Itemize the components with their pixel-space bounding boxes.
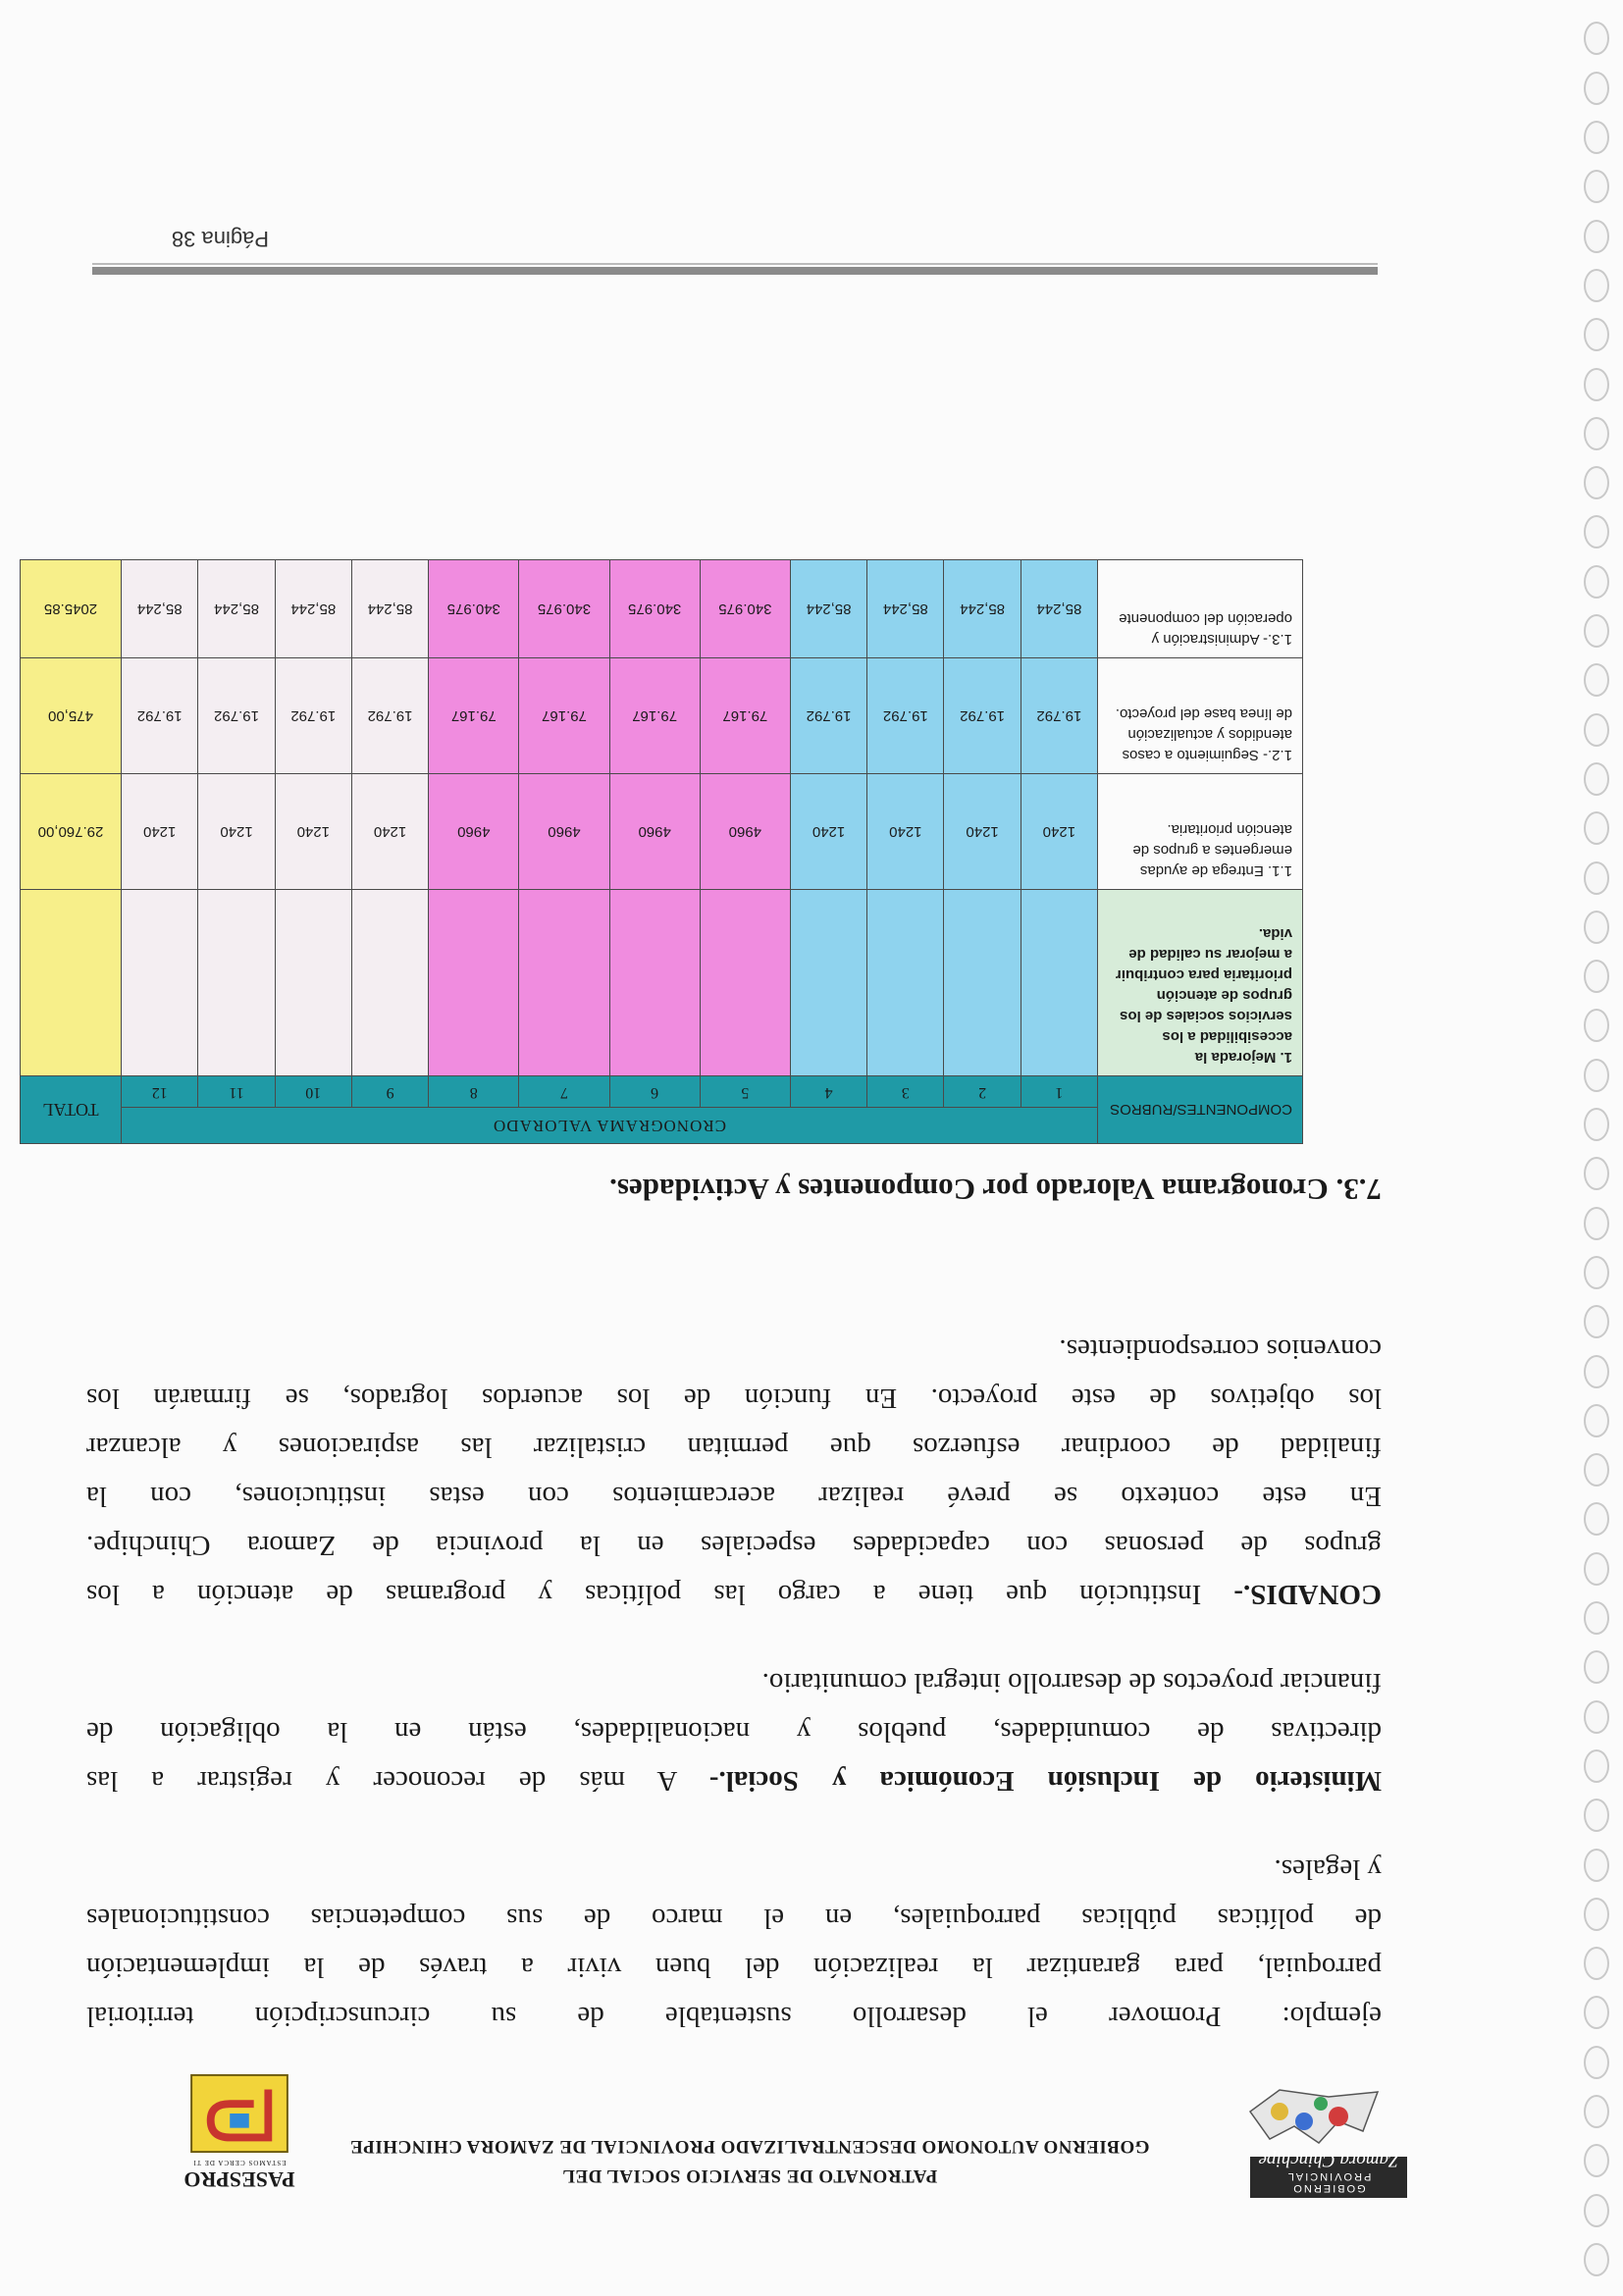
- month-value-cell: 79.167: [519, 658, 609, 774]
- pasespro-name: PASESPRO: [183, 2167, 295, 2192]
- month-value-cell: 19.792: [944, 658, 1021, 774]
- binder-hole: [1584, 72, 1609, 105]
- binder-hole: [1584, 1404, 1609, 1437]
- pasespro-tagline: ESTAMOS CERCA DE TI: [192, 2159, 287, 2166]
- table-row: [21, 658, 1303, 774]
- binder-hole: [1584, 516, 1609, 549]
- paragraph-line: financiar proyectos de desarrollo integral comunitario.: [761, 1667, 1382, 1698]
- binder-hole: [1584, 2046, 1609, 2079]
- binder-hole: [1584, 1503, 1609, 1537]
- total-cell: 29.760,00: [21, 774, 122, 890]
- binder-hole: [1584, 565, 1609, 599]
- binder-hole: [1584, 960, 1609, 993]
- binder-hole: [1584, 2095, 1609, 2128]
- table-row: [21, 560, 1303, 658]
- ministry-heading: Ministerio de Inclusión Económica y Social.-: [708, 1765, 1382, 1797]
- footer-rule: [92, 267, 1378, 275]
- month-value-cell: 85,244: [351, 560, 428, 658]
- footer-rule-thin: [92, 263, 1378, 265]
- month-value-cell: 79.167: [700, 658, 790, 774]
- paragraph-line: los objetivos de este proyecto. En función de los acuerdos logrados, se firmarán los: [86, 1383, 1382, 1414]
- binder-hole: [1584, 1355, 1609, 1388]
- paragraph-parish: [86, 1845, 1382, 2041]
- header-title-line1: PATRONATO DE SERVICIO SOCIAL DEL: [561, 2166, 938, 2186]
- binder-hole: [1584, 1256, 1609, 1289]
- logo-left-line1: GOBIERNO PROVINCIAL: [1285, 2170, 1372, 2194]
- month-value-cell: 85,244: [122, 560, 198, 658]
- month-value-cell: 19.792: [122, 658, 198, 774]
- binder-hole: [1584, 1108, 1609, 1141]
- binder-hole: [1584, 368, 1609, 401]
- month-value-cell: 4960: [519, 774, 609, 890]
- month-value-cell: 1240: [198, 774, 275, 890]
- binder-hole: [1584, 911, 1609, 944]
- component-label: 1.2.- Seguimiento a casos atendidos y actualización de línea base del proyecto.: [1098, 658, 1303, 774]
- binder-hole: [1584, 663, 1609, 697]
- month-value-cell: [944, 890, 1021, 1076]
- paragraph-line: ejemplo: Promover el desarrollo sustentable de su circunscripción territorial: [86, 2001, 1382, 2032]
- total-cell: [21, 890, 122, 1076]
- section-title: 7.3. Cronograma Valorado por Componentes y Actividades.: [609, 1173, 1382, 1207]
- month-value-cell: 85,244: [1021, 560, 1097, 658]
- month-value-cell: 19.792: [1021, 658, 1097, 774]
- month-value-cell: 19.792: [275, 658, 351, 774]
- month-value-cell: [790, 890, 866, 1076]
- table-row: [21, 774, 1303, 890]
- binder-hole: [1584, 614, 1609, 648]
- month-header: 10: [275, 1076, 351, 1108]
- month-value-cell: 340.975: [519, 560, 609, 658]
- month-value-cell: 1240: [1021, 774, 1097, 890]
- month-value-cell: 85,244: [867, 560, 944, 658]
- month-value-cell: 4960: [429, 774, 519, 890]
- schedule-table-wrapper: [20, 559, 1303, 1144]
- binder-hole: [1584, 220, 1609, 253]
- provincial-logo-banner: [1250, 2150, 1407, 2198]
- binder-holes: [1576, 0, 1615, 2296]
- month-value-cell: [609, 890, 700, 1076]
- binder-hole: [1584, 1552, 1609, 1586]
- paragraph-text: Institución que tiene a cargo las políticas y programas de atención a los: [86, 1579, 1234, 1610]
- binder-hole: [1584, 1059, 1609, 1092]
- paragraph-line: [86, 1570, 1382, 1619]
- component-label: 1. Mejorada la accesibilidad a los servicios sociales de los grupos de atención prioritaria para contribuir a mejorar su calidad de vida.: [1098, 890, 1303, 1076]
- month-header: 7: [519, 1076, 609, 1108]
- binder-hole: [1584, 1947, 1609, 1980]
- paragraph-text: A más de reconocer y registrar a las: [86, 1765, 709, 1797]
- month-value-cell: 1240: [944, 774, 1021, 890]
- binder-hole: [1584, 811, 1609, 845]
- month-header: 9: [351, 1076, 428, 1108]
- paragraph-conadis: [86, 1325, 1382, 1619]
- conadis-heading: CONADIS.-: [1233, 1579, 1382, 1610]
- provincial-government-logo: [1221, 2080, 1407, 2198]
- month-value-cell: 19.792: [198, 658, 275, 774]
- month-value-cell: [198, 890, 275, 1076]
- binder-hole: [1584, 1799, 1609, 1832]
- paragraph-line: grupos de personas con capacidades especiales en la provincia de Zamora Chinchipe.: [86, 1530, 1382, 1561]
- month-value-cell: [351, 890, 428, 1076]
- paragraph-ministry: [86, 1658, 1382, 1805]
- header-crono: CRONOGRAMA VALORADO: [122, 1108, 1098, 1144]
- month-header: 8: [429, 1076, 519, 1108]
- binder-hole: [1584, 1749, 1609, 1783]
- month-value-cell: 1240: [867, 774, 944, 890]
- binder-hole: [1584, 1650, 1609, 1684]
- binder-hole: [1584, 713, 1609, 747]
- binder-hole: [1584, 1207, 1609, 1240]
- page-number: Página 38: [171, 227, 269, 251]
- binder-hole: [1584, 1010, 1609, 1043]
- paragraph-line: finalidad de coordinar esfuerzos que permitan cristalizar las aspiraciones y alcanzar: [86, 1432, 1382, 1463]
- header-components: COMPONENTES/RUBROS: [1098, 1076, 1303, 1144]
- pasespro-emblem-icon: [181, 2070, 298, 2157]
- month-value-cell: 1240: [122, 774, 198, 890]
- header-title: [308, 2131, 1191, 2190]
- binder-hole: [1584, 1305, 1609, 1338]
- binder-hole: [1584, 2243, 1609, 2276]
- component-label: 1.1. Entrega de ayudas emergentes a grupos de atención prioritaria.: [1098, 774, 1303, 890]
- binder-hole: [1584, 2194, 1609, 2227]
- month-value-cell: 1240: [351, 774, 428, 890]
- month-value-cell: 4960: [700, 774, 790, 890]
- paragraph-line: En este contexto se prevé realizar acercamientos con estas instituciones, con la: [86, 1481, 1382, 1512]
- binder-hole: [1584, 121, 1609, 154]
- paragraph-line: y legales.: [1274, 1853, 1382, 1885]
- month-header: 3: [867, 1076, 944, 1108]
- month-value-cell: 19.792: [351, 658, 428, 774]
- table-row: [21, 890, 1303, 1076]
- paragraph-line: [86, 1756, 1382, 1805]
- month-value-cell: 1240: [790, 774, 866, 890]
- binder-hole: [1584, 2144, 1609, 2177]
- binder-hole: [1584, 269, 1609, 302]
- binder-hole: [1584, 762, 1609, 796]
- paragraph-line: convenios correspondientes.: [1059, 1333, 1382, 1365]
- month-value-cell: 19.792: [790, 658, 866, 774]
- binder-hole: [1584, 1849, 1609, 1882]
- binder-hole: [1584, 170, 1609, 203]
- paragraph-line: parroquial, para garantizar la realización del buen vivir a través de la implementación: [86, 1952, 1382, 1983]
- valued-schedule-table: [20, 559, 1303, 1144]
- logo-left-line2: Zamora Chinchipe: [1258, 2150, 1399, 2170]
- month-value-cell: [275, 890, 351, 1076]
- table-body: [21, 560, 1303, 1076]
- letterhead: [92, 2070, 1399, 2198]
- month-value-cell: 340.975: [429, 560, 519, 658]
- binder-hole: [1584, 1453, 1609, 1487]
- header-total: TOTAL: [21, 1076, 122, 1144]
- month-value-cell: 85,244: [275, 560, 351, 658]
- month-value-cell: 4960: [609, 774, 700, 890]
- binder-hole: [1584, 1997, 1609, 2030]
- binder-hole: [1584, 23, 1609, 56]
- month-header: 2: [944, 1076, 1021, 1108]
- month-value-cell: 1240: [275, 774, 351, 890]
- province-map-icon: [1230, 2082, 1397, 2151]
- binder-hole: [1584, 466, 1609, 499]
- binder-hole: [1584, 417, 1609, 450]
- month-header: 12: [122, 1076, 198, 1108]
- paragraph-line: de políticas públicas parroquiales, en el marco de sus competencias constitucionales: [86, 1903, 1382, 1934]
- binder-hole: [1584, 318, 1609, 351]
- month-value-cell: 85,244: [944, 560, 1021, 658]
- month-value-cell: [429, 890, 519, 1076]
- header-title-line2: GOBIERNO AUTONOMO DESCENTRALIZADO PROVINCIAL DE ZAMORA CHINCHIPE: [349, 2136, 1150, 2157]
- total-cell: 2045.85: [21, 560, 122, 658]
- binder-hole: [1584, 1157, 1609, 1190]
- total-cell: 475,00: [21, 658, 122, 774]
- month-header: 6: [609, 1076, 700, 1108]
- month-value-cell: 340.975: [609, 560, 700, 658]
- month-header: 4: [790, 1076, 866, 1108]
- binder-hole: [1584, 861, 1609, 895]
- binder-hole: [1584, 1898, 1609, 1931]
- month-value-cell: [1021, 890, 1097, 1076]
- month-value-cell: [122, 890, 198, 1076]
- month-value-cell: 340.975: [700, 560, 790, 658]
- month-value-cell: [700, 890, 790, 1076]
- month-value-cell: [519, 890, 609, 1076]
- component-label: 1.3.- Administración y operación del componente: [1098, 560, 1303, 658]
- month-value-cell: 79.167: [609, 658, 700, 774]
- month-header: 11: [198, 1076, 275, 1108]
- month-value-cell: 85,244: [198, 560, 275, 658]
- month-value-cell: 19.792: [867, 658, 944, 774]
- pasespro-logo: [181, 2070, 298, 2198]
- month-value-cell: [867, 890, 944, 1076]
- month-value-cell: 79.167: [429, 658, 519, 774]
- binder-hole: [1584, 1700, 1609, 1734]
- body-text: [86, 1285, 1382, 2041]
- binder-hole: [1584, 1601, 1609, 1635]
- paragraph-line: directivas de comunidades, pueblos y nacionalidades, están en la obligación de: [86, 1716, 1382, 1748]
- month-header: 1: [1021, 1076, 1097, 1108]
- month-value-cell: 85,244: [790, 560, 866, 658]
- month-header: 5: [700, 1076, 790, 1108]
